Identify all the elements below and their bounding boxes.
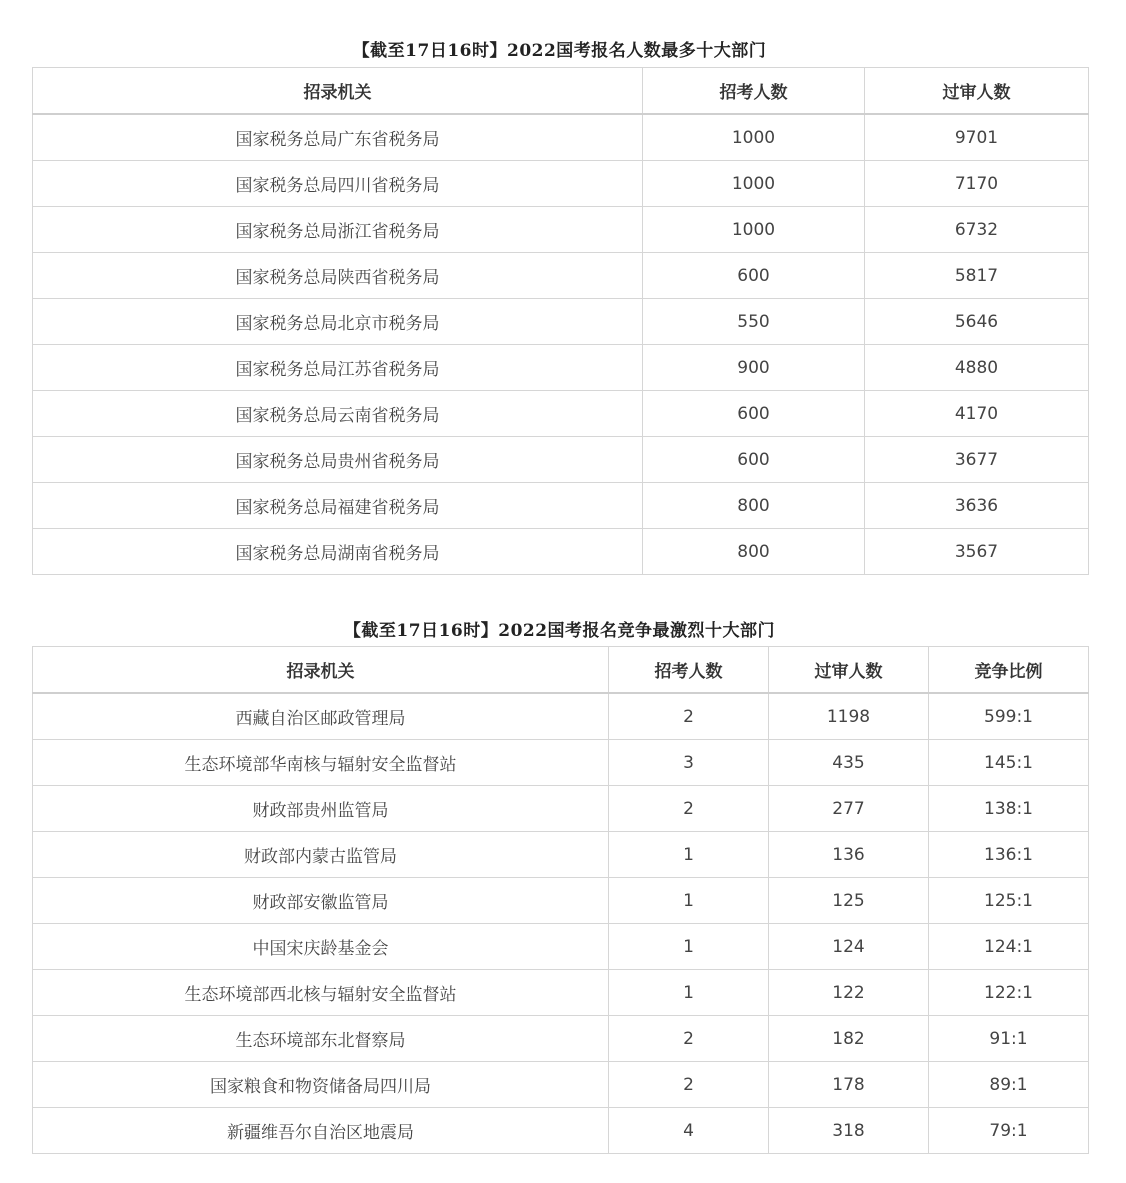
cell-quota: 800 xyxy=(643,529,865,575)
column-header-approved: 过审人数 xyxy=(769,647,929,694)
cell-agency: 国家税务总局云南省税务局 xyxy=(33,391,643,437)
table-row xyxy=(33,483,1089,529)
table-row xyxy=(33,1016,1089,1062)
table-row xyxy=(33,832,1089,878)
cell-approved: 5646 xyxy=(865,299,1089,345)
cell-ratio: 145:1 xyxy=(929,740,1089,786)
table-1-body xyxy=(33,114,1089,575)
cell-agency: 生态环境部西北核与辐射安全监督站 xyxy=(33,970,609,1016)
cell-quota: 550 xyxy=(643,299,865,345)
table-2-body xyxy=(33,693,1089,1154)
cell-agency: 国家税务总局福建省税务局 xyxy=(33,483,643,529)
cell-quota: 600 xyxy=(643,253,865,299)
column-header-ratio: 竞争比例 xyxy=(929,647,1089,694)
cell-approved: 1198 xyxy=(769,693,929,740)
cell-ratio: 138:1 xyxy=(929,786,1089,832)
cell-agency: 国家税务总局四川省税务局 xyxy=(33,161,643,207)
cell-quota: 2 xyxy=(609,786,769,832)
cell-approved: 178 xyxy=(769,1062,929,1108)
cell-quota: 1000 xyxy=(643,207,865,253)
cell-agency: 国家税务总局陕西省税务局 xyxy=(33,253,643,299)
cell-quota: 2 xyxy=(609,1062,769,1108)
table-row xyxy=(33,693,1089,740)
cell-ratio: 136:1 xyxy=(929,832,1089,878)
table-row xyxy=(33,1108,1089,1154)
cell-approved: 6732 xyxy=(865,207,1089,253)
table-row xyxy=(33,878,1089,924)
cell-agency: 国家粮食和物资储备局四川局 xyxy=(33,1062,609,1108)
cell-agency: 生态环境部华南核与辐射安全监督站 xyxy=(33,740,609,786)
cell-approved: 277 xyxy=(769,786,929,832)
table-header-row xyxy=(33,647,1089,694)
cell-ratio: 122:1 xyxy=(929,970,1089,1016)
cell-quota: 2 xyxy=(609,693,769,740)
cell-ratio: 599:1 xyxy=(929,693,1089,740)
cell-approved: 9701 xyxy=(865,114,1089,161)
table-row xyxy=(33,529,1089,575)
cell-agency: 国家税务总局贵州省税务局 xyxy=(33,437,643,483)
table-row xyxy=(33,970,1089,1016)
cell-ratio: 125:1 xyxy=(929,878,1089,924)
cell-agency: 财政部贵州监管局 xyxy=(33,786,609,832)
cell-approved: 124 xyxy=(769,924,929,970)
cell-agency: 新疆维吾尔自治区地震局 xyxy=(33,1108,609,1154)
table-row xyxy=(33,740,1089,786)
cell-quota: 1 xyxy=(609,970,769,1016)
cell-ratio: 91:1 xyxy=(929,1016,1089,1062)
column-header-quota: 招考人数 xyxy=(643,68,865,115)
cell-agency: 国家税务总局北京市税务局 xyxy=(33,299,643,345)
table-row xyxy=(33,161,1089,207)
table-row xyxy=(33,437,1089,483)
cell-quota: 2 xyxy=(609,1016,769,1062)
cell-ratio: 79:1 xyxy=(929,1108,1089,1154)
cell-approved: 3567 xyxy=(865,529,1089,575)
table-row xyxy=(33,1062,1089,1108)
table-row xyxy=(33,299,1089,345)
column-header-approved: 过审人数 xyxy=(865,68,1089,115)
cell-quota: 1000 xyxy=(643,114,865,161)
column-header-quota: 招考人数 xyxy=(609,647,769,694)
cell-ratio: 124:1 xyxy=(929,924,1089,970)
cell-approved: 125 xyxy=(769,878,929,924)
table-row xyxy=(33,924,1089,970)
cell-quota: 1 xyxy=(609,878,769,924)
column-header-agency: 招录机关 xyxy=(33,68,643,115)
cell-ratio: 89:1 xyxy=(929,1062,1089,1108)
cell-quota: 600 xyxy=(643,437,865,483)
cell-agency: 中国宋庆龄基金会 xyxy=(33,924,609,970)
table-2-title: 【截至17日16时】2022国考报名竞争最激烈十大部门 xyxy=(343,621,776,641)
table-header-row xyxy=(33,68,1089,115)
cell-quota: 800 xyxy=(643,483,865,529)
column-header-agency: 招录机关 xyxy=(33,647,609,694)
cell-quota: 1 xyxy=(609,832,769,878)
cell-agency: 西藏自治区邮政管理局 xyxy=(33,693,609,740)
cell-approved: 182 xyxy=(769,1016,929,1062)
cell-agency: 财政部安徽监管局 xyxy=(33,878,609,924)
cell-quota: 900 xyxy=(643,345,865,391)
cell-quota: 600 xyxy=(643,391,865,437)
cell-agency: 国家税务总局广东省税务局 xyxy=(33,114,643,161)
table-row xyxy=(33,786,1089,832)
cell-quota: 1000 xyxy=(643,161,865,207)
cell-approved: 318 xyxy=(769,1108,929,1154)
cell-agency: 生态环境部东北督察局 xyxy=(33,1016,609,1062)
cell-approved: 3677 xyxy=(865,437,1089,483)
cell-approved: 435 xyxy=(769,740,929,786)
table-row xyxy=(33,253,1089,299)
cell-agency: 国家税务总局浙江省税务局 xyxy=(33,207,643,253)
cell-agency: 财政部内蒙古监管局 xyxy=(33,832,609,878)
table-row xyxy=(33,391,1089,437)
table-most-competitive xyxy=(32,646,1089,1154)
cell-quota: 4 xyxy=(609,1108,769,1154)
cell-agency: 国家税务总局湖南省税务局 xyxy=(33,529,643,575)
table-row xyxy=(33,345,1089,391)
cell-approved: 5817 xyxy=(865,253,1089,299)
cell-approved: 136 xyxy=(769,832,929,878)
cell-approved: 4880 xyxy=(865,345,1089,391)
table-row xyxy=(33,114,1089,161)
table-most-applicants xyxy=(32,67,1089,575)
cell-approved: 122 xyxy=(769,970,929,1016)
cell-approved: 7170 xyxy=(865,161,1089,207)
cell-approved: 3636 xyxy=(865,483,1089,529)
cell-quota: 1 xyxy=(609,924,769,970)
cell-quota: 3 xyxy=(609,740,769,786)
table-row xyxy=(33,207,1089,253)
table-1-title: 【截至17日16时】2022国考报名人数最多十大部门 xyxy=(352,41,767,61)
cell-approved: 4170 xyxy=(865,391,1089,437)
cell-agency: 国家税务总局江苏省税务局 xyxy=(33,345,643,391)
